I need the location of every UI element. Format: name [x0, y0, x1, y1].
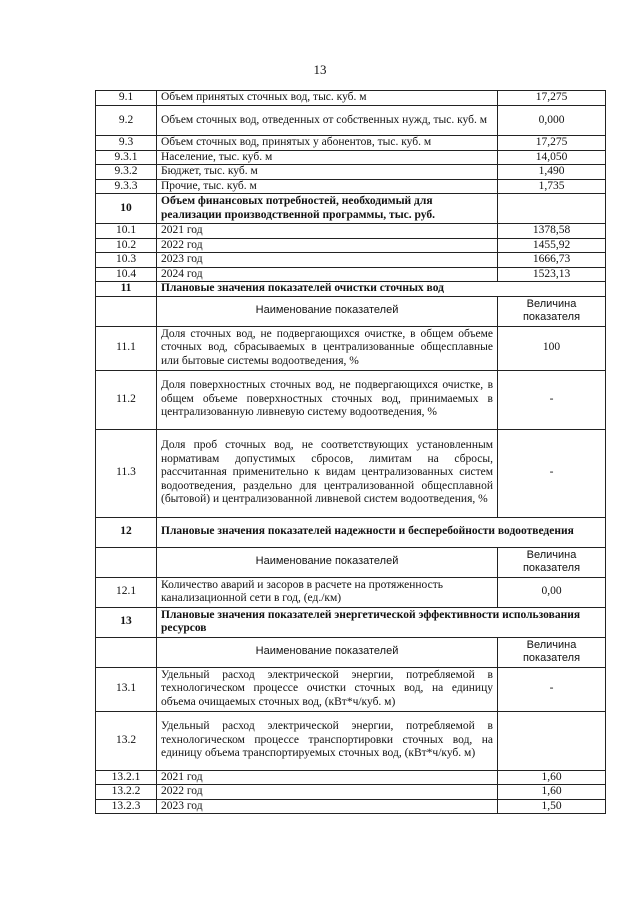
- row-number: 13.1: [96, 667, 157, 711]
- row-description: 2023 год: [157, 253, 498, 268]
- row-description: Объем принятых сточных вод, тыс. куб. м: [157, 91, 498, 106]
- row-number: 10.4: [96, 267, 157, 282]
- table-row: [96, 179, 606, 194]
- row-value: -: [498, 429, 606, 517]
- table-row: [96, 667, 606, 711]
- row-value: 1,50: [498, 799, 606, 814]
- table-row: [96, 326, 606, 370]
- row-value: 17,275: [498, 136, 606, 151]
- table-row: [96, 165, 606, 180]
- table-row: [96, 799, 606, 814]
- row-number: 13.2.1: [96, 770, 157, 785]
- table-row: [96, 136, 606, 151]
- header-indicator-value: Величина показателя: [498, 547, 606, 577]
- row-value: 100: [498, 326, 606, 370]
- row-number: 11.3: [96, 429, 157, 517]
- row-value: 0,000: [498, 106, 606, 136]
- row-number: 12.1: [96, 577, 157, 607]
- header-indicator-value: Величина показателя: [498, 296, 606, 326]
- row-number: 9.1: [96, 91, 157, 106]
- row-value: [498, 711, 606, 770]
- row-value: 1378,58: [498, 224, 606, 239]
- header-spacer: [96, 637, 157, 667]
- table-row: [96, 150, 606, 165]
- section-row: [96, 194, 606, 224]
- row-description: Бюджет, тыс. куб. м: [157, 165, 498, 180]
- row-number: 13.2: [96, 711, 157, 770]
- section-title: Плановые значения показателей надежности и бесперебойности водоотведения: [157, 517, 606, 547]
- row-description: 2021 год: [157, 224, 498, 239]
- row-number: 9.3.1: [96, 150, 157, 165]
- row-number: 9.3.2: [96, 165, 157, 180]
- row-number: 13.2.2: [96, 785, 157, 800]
- row-description: Удельный расход электрической энергии, потребляемой в технологическом процессе транспортировки сточных вод, на единицу объема транспортируемых сточных вод, (кВт*ч/куб. м): [157, 711, 498, 770]
- table-row: [96, 267, 606, 282]
- row-value: 0,00: [498, 577, 606, 607]
- row-description: Количество аварий и засоров в расчете на протяженность канализационной сети в год, (ед./км): [157, 577, 498, 607]
- row-value: 1455,92: [498, 238, 606, 253]
- section-number: 11: [96, 282, 157, 297]
- section-row: [96, 607, 606, 637]
- header-row: [96, 637, 606, 667]
- table-row: [96, 91, 606, 106]
- section-number: 13: [96, 607, 157, 637]
- row-number: 9.2: [96, 106, 157, 136]
- table-row: [96, 253, 606, 268]
- row-description: Прочие, тыс. куб. м: [157, 179, 498, 194]
- row-description: 2022 год: [157, 238, 498, 253]
- section-row: [96, 282, 606, 297]
- row-value: 1,490: [498, 165, 606, 180]
- table-row: [96, 770, 606, 785]
- header-indicator-name: Наименование показателей: [157, 637, 498, 667]
- indicators-table: [95, 90, 606, 814]
- row-number: 13.2.3: [96, 799, 157, 814]
- header-spacer: [96, 296, 157, 326]
- row-value: 1,60: [498, 770, 606, 785]
- row-value: 1,60: [498, 785, 606, 800]
- section-title: Объем финансовых потребностей, необходимый для реализации производственной программы, тыс. руб.: [157, 194, 498, 224]
- row-value: 1,735: [498, 179, 606, 194]
- row-description: Население, тыс. куб. м: [157, 150, 498, 165]
- row-value: 14,050: [498, 150, 606, 165]
- row-value: 1523,13: [498, 267, 606, 282]
- row-number: 11.1: [96, 326, 157, 370]
- table-row: [96, 238, 606, 253]
- section-title: Плановые значения показателей очистки сточных вод: [157, 282, 606, 297]
- row-value: -: [498, 667, 606, 711]
- row-description: Доля поверхностных сточных вод, не подвергающихся очистке, в общем объеме поверхностных сточных вод, принимаемых в централизованную ливневую систему водоотведения, %: [157, 370, 498, 429]
- row-description: Объем сточных вод, отведенных от собственных нужд, тыс. куб. м: [157, 106, 498, 136]
- row-number: 9.3: [96, 136, 157, 151]
- table-row: [96, 370, 606, 429]
- table-row: [96, 577, 606, 607]
- row-description: Доля проб сточных вод, не соответствующих установленным нормативам допустимых сбросов, лимитам на сбросы, рассчитанная применительно к видам централизованных систем водоотведения, раздельно для централизованной общесплавной (бытовой) и централизованной ливневой систем водоотведения, %: [157, 429, 498, 517]
- row-value: -: [498, 370, 606, 429]
- header-row: [96, 296, 606, 326]
- header-row: [96, 547, 606, 577]
- header-indicator-name: Наименование показателей: [157, 547, 498, 577]
- header-spacer: [96, 547, 157, 577]
- row-description: 2021 год: [157, 770, 498, 785]
- table-row: [96, 785, 606, 800]
- row-description: Доля сточных вод, не подвергающихся очистке, в общем объеме сточных вод, сбрасываемых в централизованные общесплавные или бытовые системы водоотведения, %: [157, 326, 498, 370]
- table-row: [96, 711, 606, 770]
- section-title: Плановые значения показателей энергетической эффективности использования ресурсов: [157, 607, 606, 637]
- row-number: 9.3.3: [96, 179, 157, 194]
- row-value: 1666,73: [498, 253, 606, 268]
- header-indicator-value: Величина показателя: [498, 637, 606, 667]
- row-description: 2022 год: [157, 785, 498, 800]
- row-description: Объем сточных вод, принятых у абонентов, тыс. куб. м: [157, 136, 498, 151]
- row-number: 11.2: [96, 370, 157, 429]
- page-number: 13: [313, 62, 327, 77]
- row-description: 2023 год: [157, 799, 498, 814]
- row-description: Удельный расход электрической энергии, потребляемой в технологическом процессе очистки сточных вод, на единицу объема очищаемых сточных вод, (кВт*ч/куб. м): [157, 667, 498, 711]
- table-row: [96, 106, 606, 136]
- table-row: [96, 224, 606, 239]
- row-value: [498, 194, 606, 224]
- row-number: 10.3: [96, 253, 157, 268]
- row-value: 17,275: [498, 91, 606, 106]
- table-row: [96, 429, 606, 517]
- row-number: 10.2: [96, 238, 157, 253]
- section-row: [96, 517, 606, 547]
- row-number: 10.1: [96, 224, 157, 239]
- header-indicator-name: Наименование показателей: [157, 296, 498, 326]
- row-description: 2024 год: [157, 267, 498, 282]
- section-number: 10: [96, 194, 157, 224]
- section-number: 12: [96, 517, 157, 547]
